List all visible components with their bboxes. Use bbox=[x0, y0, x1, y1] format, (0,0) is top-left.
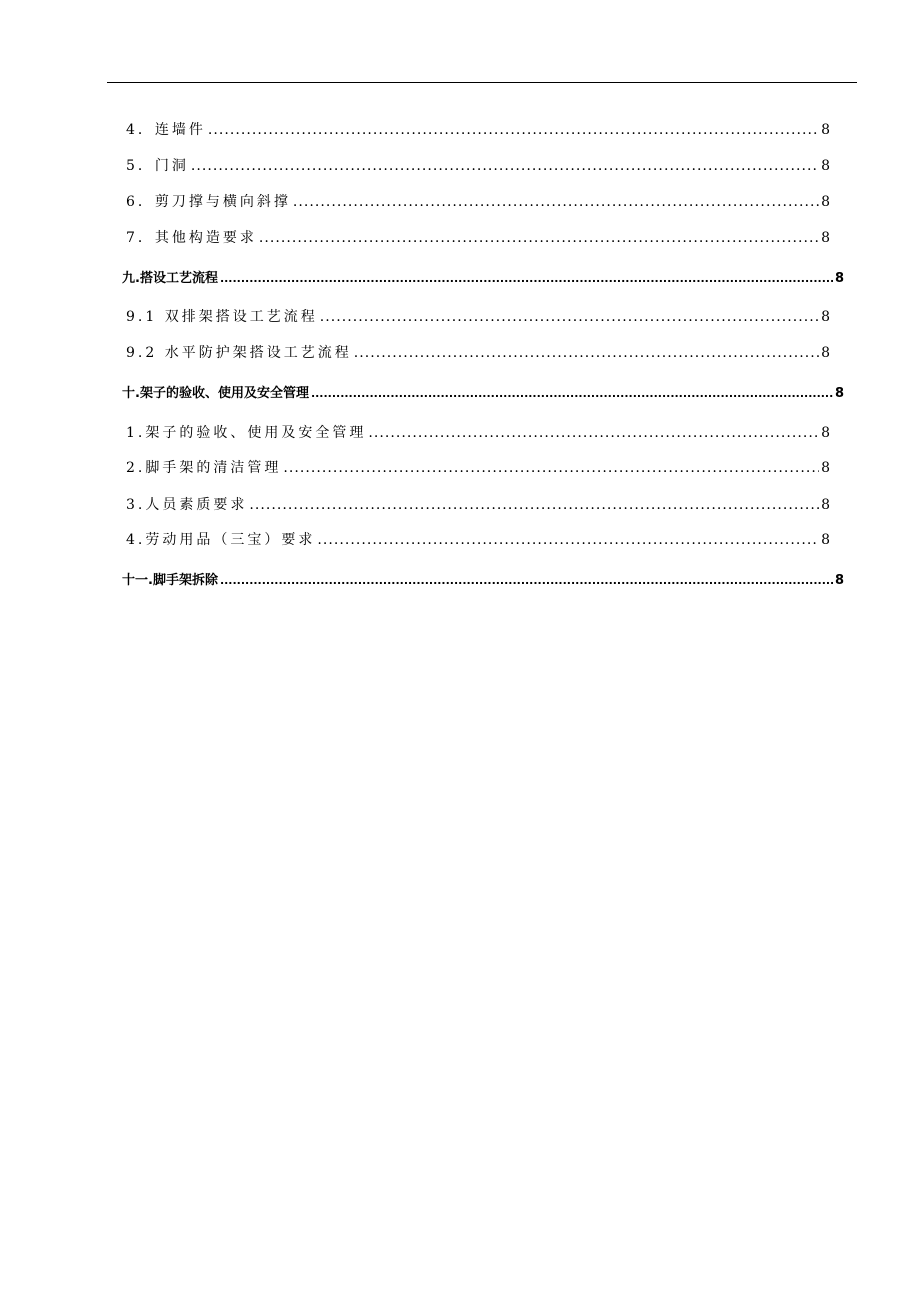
toc-entry-title: 6．剪刀撑与横向斜撑 bbox=[126, 194, 291, 210]
toc-entry-page: 8 bbox=[821, 497, 830, 513]
toc-entry-page: 8 bbox=[821, 122, 830, 138]
toc-dot-leader bbox=[249, 497, 819, 513]
toc-dot-leader bbox=[220, 271, 833, 286]
toc-entry-page: 8 bbox=[834, 573, 844, 588]
toc-dot-leader bbox=[311, 386, 833, 401]
toc-entry-title: 9.1 双排架搭设工艺流程 bbox=[126, 309, 318, 325]
toc-entry-title: 4.劳动用品（三宝）要求 bbox=[126, 532, 316, 548]
toc-entry[interactable] bbox=[126, 342, 830, 362]
toc-dot-leader bbox=[191, 158, 819, 174]
toc-entry-title: 9.2 水平防护架搭设工艺流程 bbox=[126, 345, 352, 361]
header-rule bbox=[107, 82, 857, 83]
toc-entry-chapter[interactable] bbox=[122, 267, 844, 286]
toc-entry-title: 3.人员素质要求 bbox=[126, 497, 248, 513]
toc-dot-leader bbox=[283, 460, 819, 476]
toc-entry-title: 九.搭设工艺流程 bbox=[122, 271, 218, 286]
toc-entry-page: 8 bbox=[834, 271, 844, 286]
toc-entry[interactable] bbox=[126, 306, 830, 326]
toc-entry[interactable] bbox=[126, 529, 830, 549]
toc-entry-title: 7．其他构造要求 bbox=[126, 230, 257, 246]
toc-entry[interactable] bbox=[126, 494, 830, 514]
toc-entry[interactable] bbox=[126, 457, 830, 477]
toc-entry-page: 8 bbox=[821, 309, 830, 325]
toc-entry-page: 8 bbox=[821, 460, 830, 476]
toc-entry-title: 5．门洞 bbox=[126, 158, 189, 174]
toc-dot-leader bbox=[293, 194, 819, 210]
toc-entry-page: 8 bbox=[834, 386, 844, 401]
toc-entry[interactable] bbox=[126, 155, 830, 175]
toc-entry-title: 1.架子的验收、使用及安全管理 bbox=[126, 425, 367, 441]
toc-dot-leader bbox=[320, 309, 819, 325]
toc-entry-chapter[interactable] bbox=[122, 569, 844, 588]
toc-dot-leader bbox=[368, 425, 819, 441]
toc-entry-title: 2.脚手架的清洁管理 bbox=[126, 460, 282, 476]
toc-dot-leader bbox=[259, 230, 819, 246]
toc-entry[interactable] bbox=[126, 227, 830, 247]
toc-entry-page: 8 bbox=[821, 425, 830, 441]
toc-entry-page: 8 bbox=[821, 158, 830, 174]
toc-entry[interactable] bbox=[126, 119, 830, 139]
toc-entry[interactable] bbox=[126, 191, 830, 211]
toc-dot-leader bbox=[220, 573, 833, 588]
toc-entry-title: 十一.脚手架拆除 bbox=[122, 573, 218, 588]
toc-dot-leader bbox=[354, 345, 819, 361]
toc-entry-page: 8 bbox=[821, 532, 830, 548]
toc-dot-leader bbox=[317, 532, 819, 548]
toc-entry-chapter[interactable] bbox=[122, 382, 844, 401]
toc-entry-page: 8 bbox=[821, 230, 830, 246]
toc-entry[interactable] bbox=[126, 422, 830, 442]
toc-dot-leader bbox=[208, 122, 819, 138]
toc-entry-page: 8 bbox=[821, 194, 830, 210]
toc-entry-title: 4．连墙件 bbox=[126, 122, 206, 138]
toc-entry-page: 8 bbox=[821, 345, 830, 361]
toc-entry-title: 十.架子的验收、使用及安全管理 bbox=[122, 386, 309, 401]
